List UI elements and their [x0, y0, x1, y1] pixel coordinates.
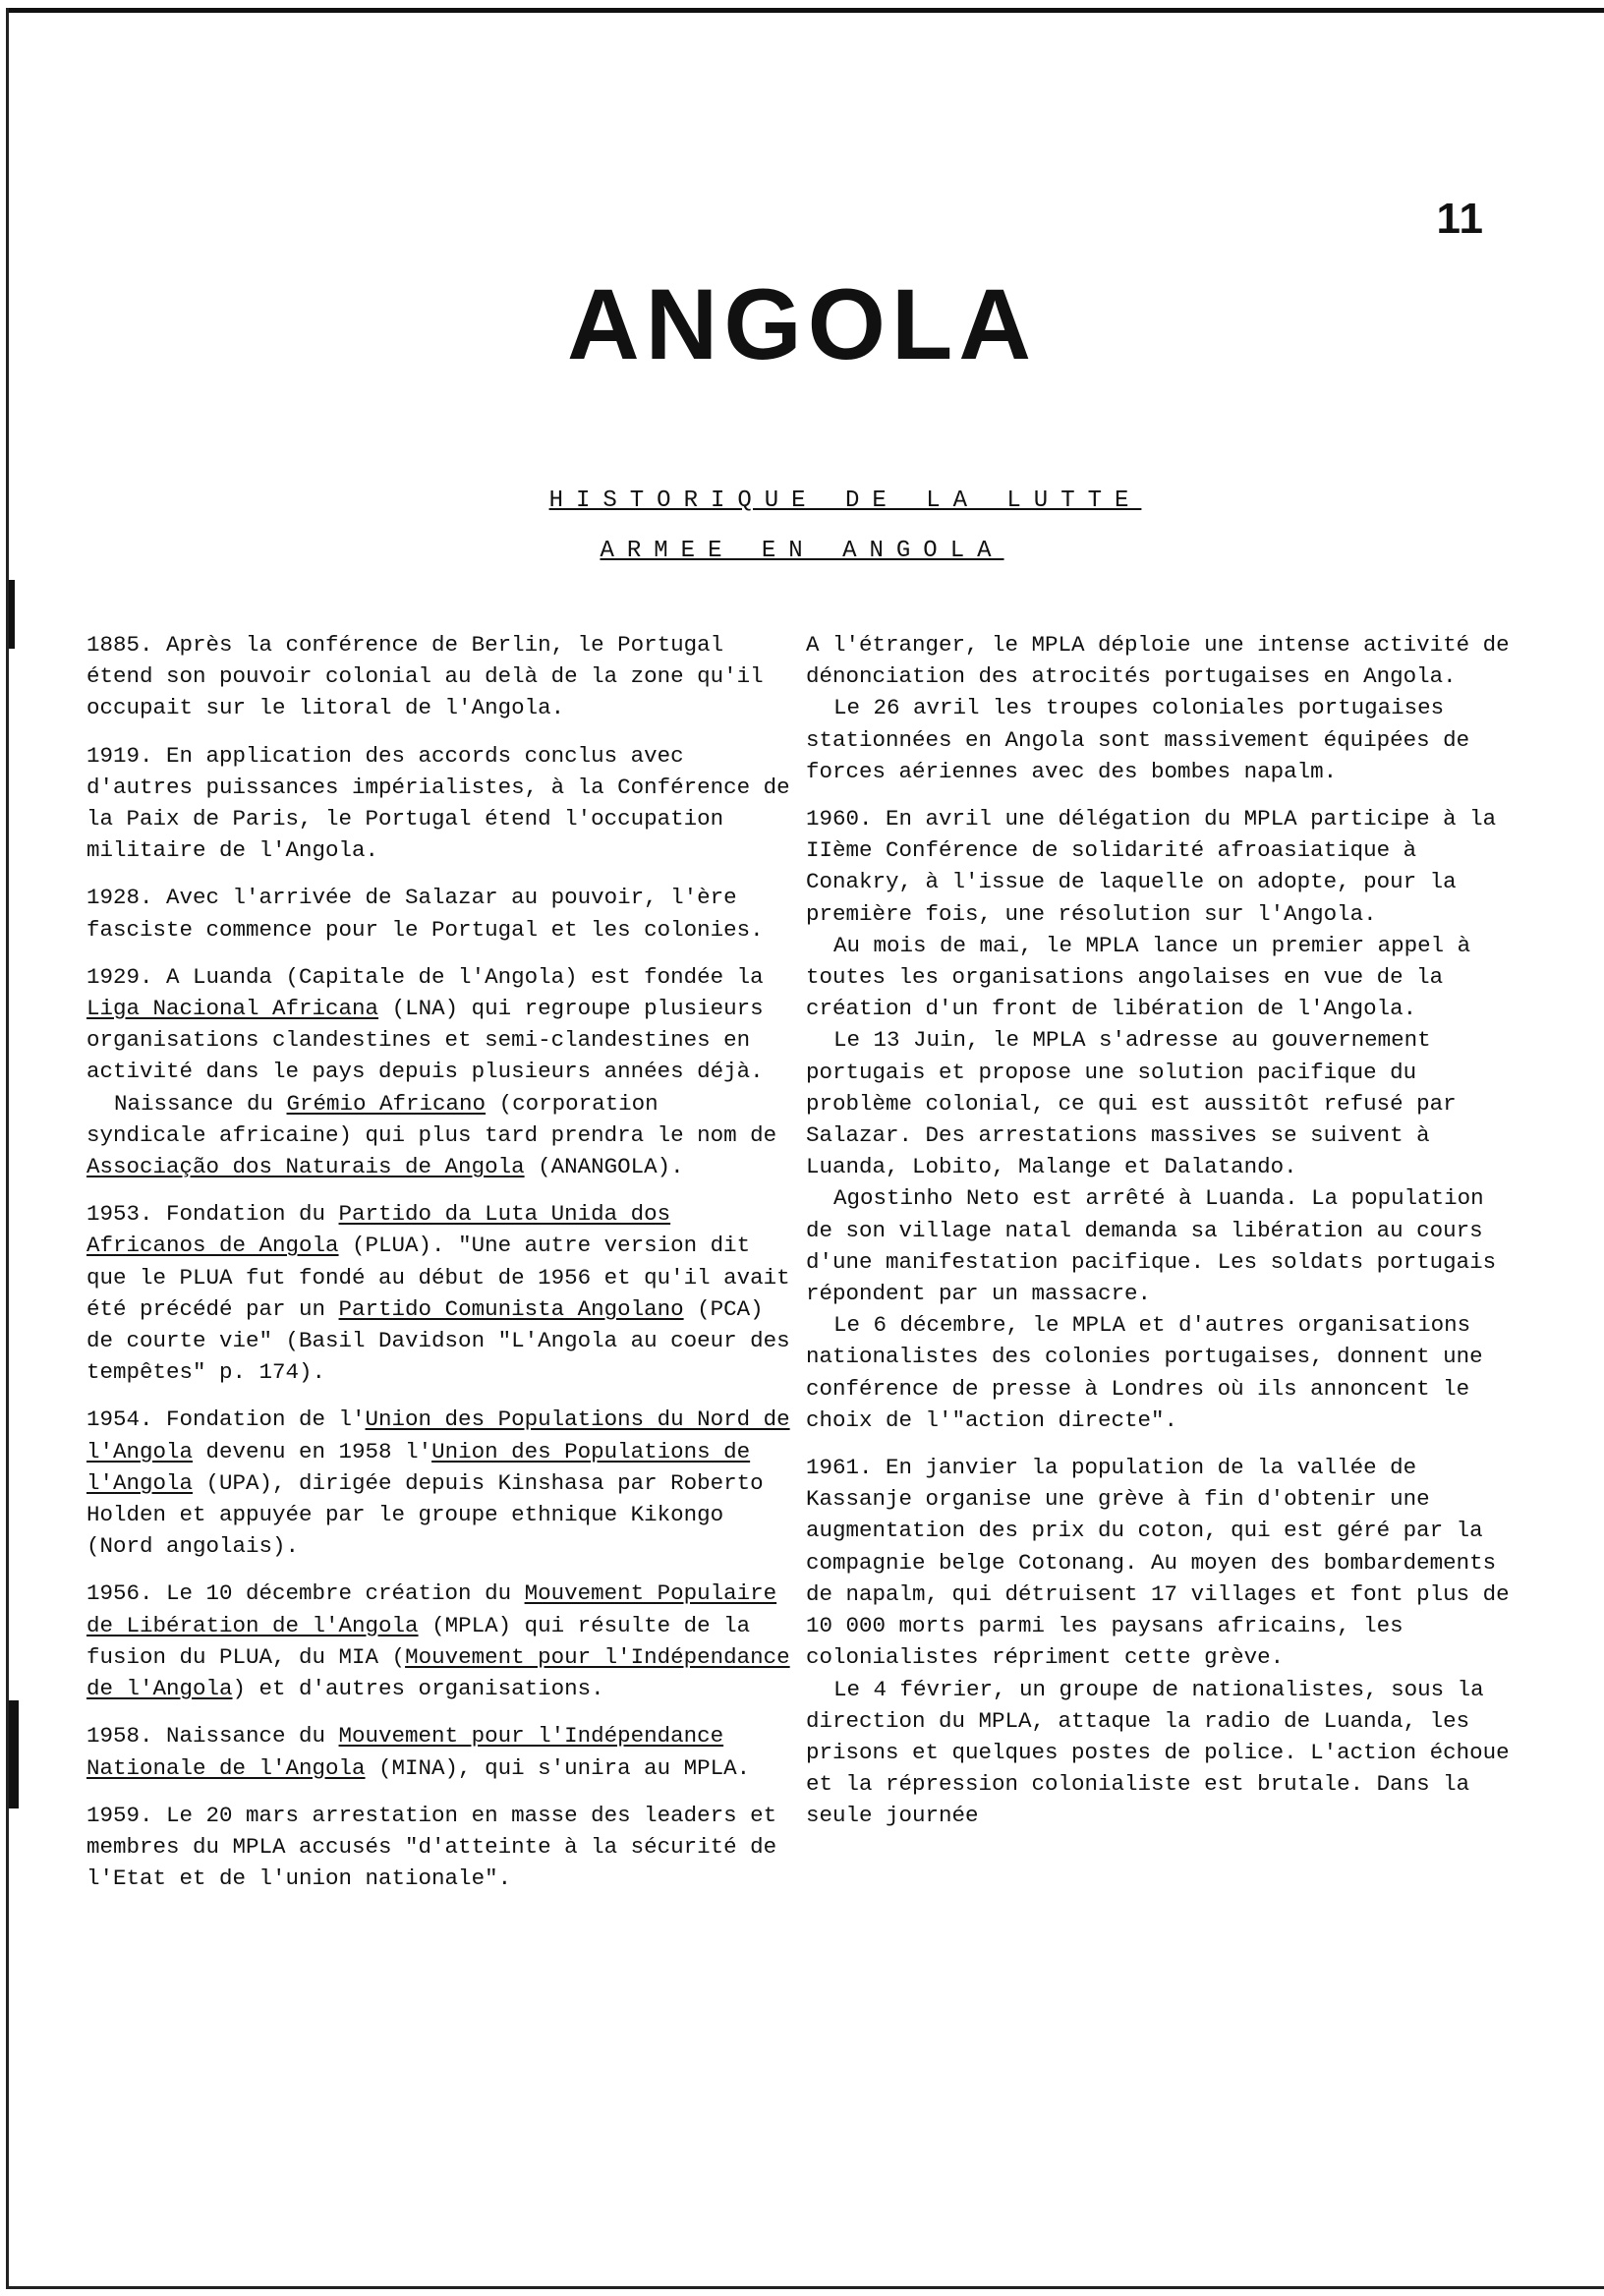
- text-span: (corporation syndicale africaine) qui plus tard prendra le nom de: [86, 1090, 777, 1148]
- entry-1928: 1928. Avec l'arrivée de Salazar au pouvoir, l'ère fasciste commence pour le Portugal et les colonies.: [86, 885, 764, 943]
- text-span: (UPA), dirigée depuis Kinshasa par Roberto Holden et appuyée par le groupe ethnique Kikongo (Nord angolais).: [86, 1469, 764, 1560]
- text-span: 1956. Le 10 décembre création du: [86, 1580, 525, 1607]
- text-span: ) et d'autres organisations.: [232, 1676, 604, 1702]
- underlined-name: Union des Populations du Nord de l'Angola: [86, 1406, 790, 1464]
- entry-mai: Au mois de mai, le MPLA lance un premier appel à toutes les organisations angolaises en vue de la création d'un front de libération de l'Angola.: [806, 932, 1471, 1022]
- text-span: 1958. Naissance du: [86, 1723, 339, 1750]
- entry-gremio: [86, 1088, 790, 1183]
- entry-1953: [86, 1198, 790, 1388]
- entry-1929: [86, 961, 790, 1088]
- entry-1958: [86, 1720, 790, 1783]
- text-span: (LNA) qui regroupe plusieurs organisations clandestines et semi-clandestines en activité dans le pays depuis plusieurs années déjà.: [86, 996, 764, 1085]
- right-column: [806, 629, 1510, 1848]
- text-span: 1954. Fondation de l': [86, 1406, 366, 1433]
- entry-neto: Agostinho Neto est arrêté à Luanda. La population de son village natal demanda sa libération au cours d'une manifestation pacifique. Les soldats portugais répondent par un massacre.: [806, 1185, 1497, 1307]
- entry-1960: 1960. En avril une délégation du MPLA participe à la IIème Conférence de solidarité afroasiatique à Conakry, à l'issue de laquelle on adopte, pour la première fois, une résolution sur l'Angola.: [806, 806, 1497, 927]
- text-span: (ANANGOLA).: [524, 1154, 684, 1180]
- text-span: (PCA) de courte vie" (Basil Davidson "L'Angola au coeur des tempêtes" p. 174).: [86, 1295, 790, 1386]
- entry-1956: [86, 1578, 790, 1704]
- entry-1959: 1959. Le 20 mars arrestation en masse des leaders et membres du MPLA accusés "d'atteinte à la sécurité de l'Etat et de l'union nationale".: [86, 1802, 777, 1892]
- scan-mark: [9, 580, 15, 649]
- entry-26-avril: Le 26 avril les troupes coloniales portugaises stationnées en Angola sont massivement équipées de forces aériennes avec des bombes napalm.: [806, 695, 1470, 784]
- section-heading-line-1: HISTORIQUE DE LA LUTTE: [548, 488, 1142, 514]
- text-span: (MPLA) qui résulte de la fusion du PLUA, du MIA (: [86, 1612, 751, 1670]
- underlined-name: Mouvement pour l'Indépendance Nationale de l'Angola: [86, 1723, 724, 1781]
- text-span: devenu en 1958 l': [193, 1438, 432, 1464]
- section-heading-line-2: ARMEE EN ANGOLA: [600, 538, 1004, 564]
- scan-mark: [9, 1700, 19, 1808]
- text-span: Naissance du: [114, 1090, 287, 1117]
- left-column: [86, 629, 790, 1910]
- underlined-name: Grémio Africano: [286, 1090, 487, 1117]
- text-span: 1929. A Luanda (Capitale de l'Angola) est fondée la: [86, 963, 764, 990]
- text-span: 1953. Fondation du: [86, 1201, 339, 1228]
- text-span: (MINA), qui s'unira au MPLA.: [365, 1754, 751, 1781]
- entry-6-decembre: Le 6 décembre, le MPLA et d'autres organisations nationalistes des colonies portugaises, donnent une conférence de presse à Londres où ils annoncent le choix de l'"action directe".: [806, 1312, 1483, 1433]
- underlined-name: Partido da Luta Unida dos Africanos de Angola: [86, 1201, 671, 1259]
- page-title: ANGOLA: [567, 268, 1037, 380]
- underlined-name: Liga Nacional Africana: [86, 996, 379, 1022]
- page-border-top: [6, 8, 1604, 13]
- entry-1885: 1885. Après la conférence de Berlin, le Portugal étend son pouvoir colonial au delà de la zone qu'il occupait sur le litoral de l'Angola.: [86, 632, 764, 721]
- entry-1919: 1919. En application des accords conclus avec d'autres puissances impérialistes, à la Conférence de la Paix de Paris, le Portugal étend l'occupation militaire de l'Angola.: [86, 742, 790, 864]
- underlined-name: Union des Populations de l'Angola: [86, 1438, 751, 1496]
- entry-1961: 1961. En janvier la population de la vallée de Kassanje organise une grève à fin d'obtenir une augmentation des prix du coton, qui est géré par la compagnie belge Cotonang. Au moyen des bombardements de napalm, qui détruisent 17 villages et font plus de 10 000 morts parmi les paysans africains, les colonialistes répriment cette grève.: [806, 1455, 1510, 1671]
- entry-13-juin: Le 13 Juin, le MPLA s'adresse au gouvernement portugais et propose une solution pacifique du problème colonial, ce qui est aussitôt refusé par Salazar. Des arrestations massives se suivent à Luanda, Lobito, Malange et Dalatando.: [806, 1027, 1457, 1180]
- page-number: 11: [1436, 195, 1484, 243]
- page-border-bottom: [6, 2286, 1604, 2289]
- text-span: (PLUA). "Une autre version dit que le PLUA fut fondé au début de 1956 et qu'il avait été précédé par un: [86, 1233, 790, 1322]
- entry-1954: [86, 1404, 790, 1562]
- underlined-name: Associação dos Naturais de Angola: [86, 1154, 525, 1180]
- underlined-name: Mouvement pour l'Indépendance de l'Angola: [86, 1643, 790, 1702]
- entry-abroad: A l'étranger, le MPLA déploie une intense activité de dénonciation des atrocités portugaises en Angola.: [806, 632, 1510, 690]
- underlined-name: Partido Comunista Angolano: [338, 1295, 684, 1322]
- entry-4-fevrier: Le 4 février, un groupe de nationalistes, sous la direction du MPLA, attaque la radio de Luanda, les prisons et quelques postes de police. L'action échoue et la répression colonialiste est brutale. Dans la seule journée: [806, 1676, 1510, 1829]
- underlined-name: Mouvement Populaire de Libération de l'Angola: [86, 1580, 777, 1638]
